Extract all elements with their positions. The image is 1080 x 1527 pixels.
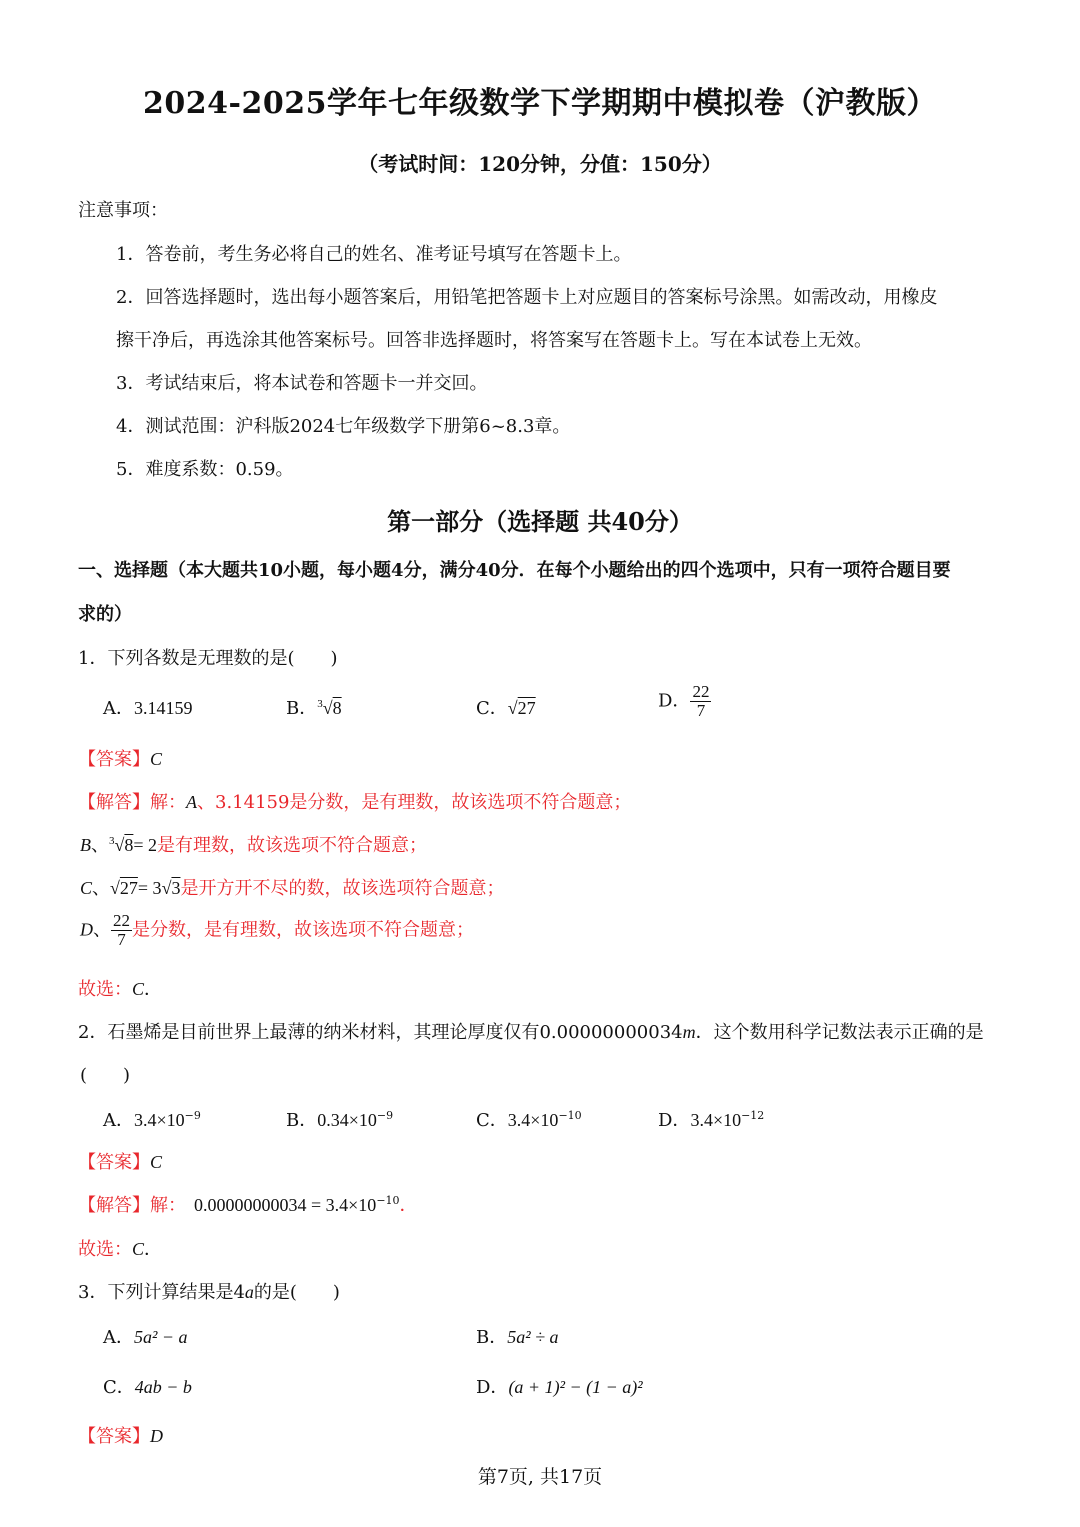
- option-label: A．: [103, 698, 134, 719]
- solution-text: 是开方开不尽的数，故该选项符合题意；: [180, 878, 505, 899]
- solution-end: ．: [399, 1195, 418, 1216]
- choice-end: ．: [144, 979, 163, 1000]
- q1-solution-a: [78, 788, 631, 814]
- choice-label: 故选：: [78, 979, 132, 1000]
- note-item-2a: 2．回答选择题时，选出每小题答案后，用铅笔把答题卡上对应题目的答案标号涂黑。如需改动，用橡皮: [116, 287, 938, 308]
- section-intro-a: 一、选择题（本大题共10小题，每小题4分，满分40分．在每个小题给出的四个选项中，只有一项符合题目要: [78, 560, 951, 581]
- q1-option-a: [103, 694, 193, 720]
- solution-prefix: 解：: [150, 1195, 186, 1216]
- option-label: B．: [476, 1327, 508, 1348]
- numerator: 22: [113, 911, 130, 930]
- note-item-4: 4．测试范围：沪科版2024七年级数学下册第6~8.3章。: [116, 416, 571, 437]
- denominator: 7: [696, 700, 706, 720]
- choice-value: C: [132, 1239, 145, 1259]
- option-label: D．: [476, 1377, 509, 1398]
- separator: 、: [91, 835, 109, 856]
- option-letter: A: [186, 792, 197, 812]
- option-label: B．: [286, 698, 318, 719]
- answer-tag: 【答案】: [78, 1152, 150, 1173]
- page-title: 2024-2025学年七年级数学下学期期中模拟卷（沪教版）: [143, 86, 937, 121]
- q1-solution-d: [80, 912, 474, 949]
- separator: 、: [93, 919, 111, 941]
- radical-index: 3: [317, 698, 323, 710]
- option-exponent: −9: [376, 1109, 394, 1122]
- option-label: D．: [658, 690, 691, 712]
- option-label: C．: [103, 1377, 135, 1398]
- q2-answer: [78, 1148, 162, 1174]
- denominator: 7: [117, 929, 126, 949]
- option-label: C．: [476, 698, 508, 719]
- q1-answer: [78, 745, 162, 771]
- radicand: 27: [119, 878, 138, 898]
- fraction: [111, 912, 132, 949]
- answer-value: C: [150, 1152, 163, 1172]
- math-expression: 0.00000000034 = 3.4×10: [194, 1195, 377, 1215]
- stem-text: 的是( ): [253, 1282, 340, 1303]
- option-exponent: −12: [741, 1109, 765, 1122]
- radicand: 8: [124, 835, 134, 855]
- q2-option-c: [476, 1106, 582, 1132]
- q2-option-b: [286, 1106, 393, 1132]
- answer-tag: 【答案】: [78, 749, 150, 770]
- question-2-paren: ( ): [80, 1065, 131, 1086]
- radicand: 3: [171, 878, 181, 898]
- choice-label: 故选：: [78, 1239, 132, 1260]
- exponent: −10: [376, 1194, 400, 1207]
- section-intro-b: 求的）: [78, 604, 132, 625]
- variable: a: [244, 1282, 254, 1302]
- q2-final-choice: [78, 1235, 162, 1261]
- numerator: 22: [692, 682, 710, 701]
- option-expression: 5a² − a: [134, 1327, 188, 1347]
- note-item-1: 1．答卷前，考生务必将自己的姓名、准考证号填写在答题卡上。: [116, 244, 632, 265]
- page-number: 第7页, 共17页: [477, 1466, 603, 1488]
- note-item-3: 3．考试结束后，将本试卷和答题卡一并交回。: [116, 373, 488, 394]
- answer-tag: 【答案】: [78, 1426, 150, 1447]
- q2-solution: [78, 1191, 418, 1217]
- q3-option-c: [103, 1373, 192, 1399]
- q1-option-d: [658, 683, 711, 720]
- q1-final-choice: [78, 975, 162, 1001]
- separator: 、: [92, 878, 111, 899]
- option-letter: D: [80, 919, 93, 940]
- math-expression: = 2: [133, 835, 158, 855]
- option-letter: C: [80, 878, 93, 898]
- fraction: [690, 683, 711, 720]
- q1-solution-b: B、$^3$√8= 2是有理数，故该选项不符合题意；: [80, 835, 428, 856]
- solution-text: 是分数，是有理数，故该选项不符合题意；: [132, 919, 474, 941]
- option-base: 3.4×10: [507, 1110, 559, 1130]
- q1-option-c: C．√27: [476, 698, 536, 719]
- option-value: 3.14159: [134, 698, 193, 718]
- q3-answer: [78, 1422, 163, 1448]
- radical-index: 3: [109, 835, 115, 847]
- notes-heading: 注意事项：: [78, 200, 168, 221]
- section-heading: 第一部分（选择题 共40分）: [387, 507, 693, 536]
- note-item-5: 5．难度系数：0.59。: [116, 459, 294, 480]
- option-label: C．: [476, 1110, 508, 1131]
- answer-value: C: [150, 749, 163, 769]
- q3-option-a: [103, 1323, 188, 1349]
- option-letter: B: [80, 835, 91, 855]
- option-expression: (a + 1)² − (1 − a)²: [508, 1377, 643, 1397]
- exam-info: （考试时间：120分钟，分值：150分）: [358, 152, 722, 176]
- option-expression: 5a² ÷ a: [507, 1327, 559, 1347]
- q2-option-d: [658, 1106, 764, 1132]
- q3-option-b: [476, 1323, 559, 1349]
- radicand: 8: [332, 698, 342, 718]
- question-1-stem: 1．下列各数是无理数的是( ): [78, 648, 338, 669]
- solution-tag: 【解答】: [78, 792, 150, 813]
- stem-text: 3．下列计算结果是4: [78, 1282, 245, 1303]
- solution-text: 、3.14159是分数，是有理数，故该选项不符合题意；: [197, 792, 632, 813]
- option-base: 3.4×10: [690, 1110, 742, 1130]
- option-base: 3.4×10: [134, 1110, 185, 1130]
- option-base: 0.34×10: [317, 1110, 377, 1130]
- choice-value: C: [132, 979, 145, 999]
- choice-end: ．: [144, 1239, 163, 1260]
- stem-text: 2．石墨烯是目前世界上最薄的纳米材料，其理论厚度仅有0.00000000034: [78, 1022, 683, 1043]
- option-exponent: −10: [558, 1109, 582, 1122]
- radicand: 27: [517, 698, 536, 718]
- unit-variable: m: [682, 1022, 696, 1042]
- option-expression: 4ab − b: [134, 1377, 192, 1397]
- question-2-stem: [78, 1018, 984, 1044]
- note-item-2b: 擦干净后，再选涂其他答案标号。回答非选择题时，将答案写在答题卡上。写在本试卷上无效。: [116, 330, 872, 351]
- q1-solution-c: C、√27= 3√3是开方开不尽的数，故该选项符合题意；: [80, 878, 505, 899]
- solution-prefix: 解：: [150, 792, 186, 813]
- q2-option-a: [103, 1106, 201, 1132]
- solution-text: 是有理数，故该选项不符合题意；: [157, 835, 428, 856]
- q3-option-d: [476, 1373, 643, 1399]
- option-label: A．: [103, 1327, 134, 1348]
- question-3-stem: [78, 1278, 340, 1304]
- answer-value: D: [150, 1426, 163, 1446]
- math-expression: = 3: [137, 878, 162, 898]
- solution-tag: 【解答】: [78, 1195, 150, 1216]
- option-label: D．: [658, 1110, 691, 1131]
- q1-option-b: B．$^3$√8: [286, 698, 342, 719]
- option-label: B．: [286, 1110, 318, 1131]
- option-exponent: −9: [184, 1109, 201, 1122]
- option-label: A．: [103, 1110, 134, 1131]
- stem-text: ．这个数用科学记数法表示正确的是: [695, 1022, 984, 1043]
